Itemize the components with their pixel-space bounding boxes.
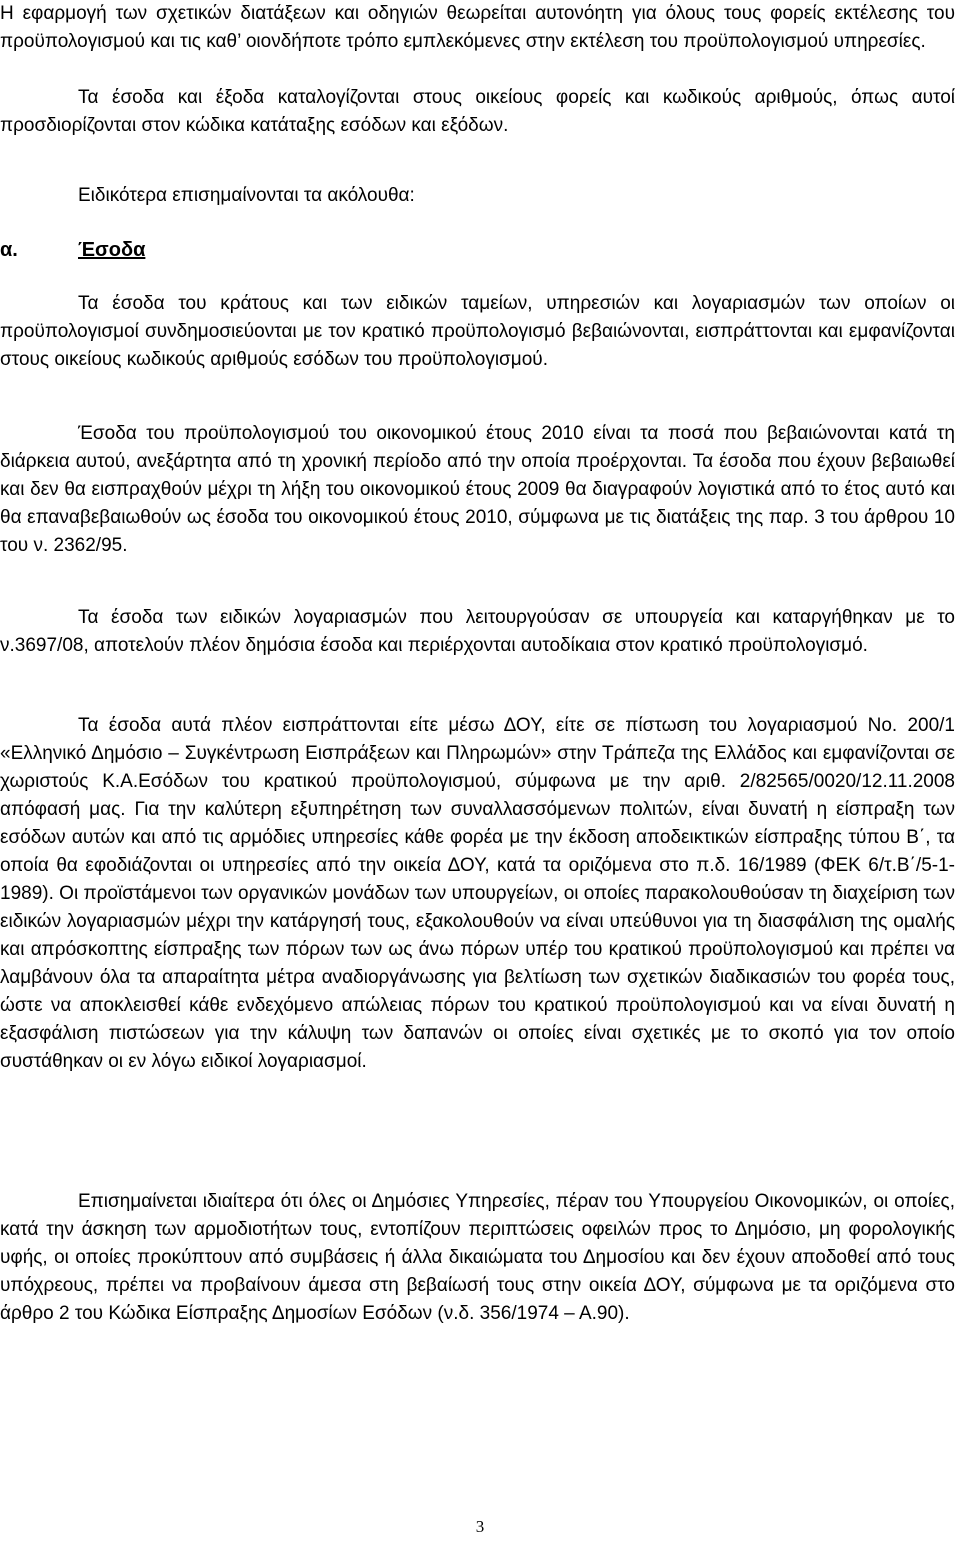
paragraph-public-services: Επισημαίνεται ιδιαίτερα ότι όλες οι Δημόσιες Υπηρεσίες, πέραν του Υπουργείου Οικονομικών, οι οποίες, κατά την άσκηση των αρμοδιοτήτων τους, εντοπίζουν περιπτώσεις οφειλών προς το Δημόσιο, μη φορολογικής υφής, οι οποίες προκύπτουν από συμβάσεις ή άλλα δικαιώματα του Δημοσίου και δεν έχουν αποδοθεί από τους υπόχρεους, πρέπει να προβαίνουν άμεσα στη βεβαίωσή τους στην οικεία ΔΟΥ, σύμφωνα με τα οριζόμενα στο άρθρο 2 του Κώδικα Είσπραξης Δημοσίων Εσόδων (ν.δ. 356/1974 – Α.90). <box>0 1191 955 1324</box>
paragraph-special-accounts: Τα έσοδα των ειδικών λογαριασμών που λειτουργούσαν σε υπουργεία και καταργήθηκαν με το ν.3697/08, αποτελούν πλέον δημόσια έσοδα και περιέρχονται αυτοδίκαια στον κρατικό προϋπολογισμό. <box>0 607 955 656</box>
section-number: α. <box>0 239 18 261</box>
paragraph-state-revenue: Τα έσοδα του κράτους και των ειδικών ταμείων, υπηρεσιών και λογαριασμών των οποίων οι προϋπολογισμοί συνδημοσιεύονται με τον κρατικό προϋπολογισμό βεβαιώνονται, εισπράττονται και εμφανίζονται στους οικείους κωδικούς αριθμούς εσόδων του προϋπολογισμού. <box>0 293 955 370</box>
paragraph-revenue-2010 <box>0 420 955 560</box>
paragraph-revenue-2010-part1: Έσοδα του προϋπολογισμού του οικονομικού έτους 2010 είναι τα ποσά που βεβαιώνονται κατά τη διάρκεια αυτού, ανεξάρτητα από τη χρονική περίοδο από την οποία προέρχονται. <box>0 423 955 472</box>
paragraph-revenue-2010-part2: Τα έσοδα που έχουν βεβαιωθεί και δεν θα εισπραχθούν μέχρι τη λήξη του οικονομικού έτους 2009 θα διαγραφούν λογιστικά από το έτος αυτό και θα επαναβεβαιωθούν ως έσοδα του οικονομικού έτους 2010, σύμφωνα με τις διατάξεις της παρ. 3 του άρθρου 10 του ν. 2362/95. <box>0 451 956 556</box>
paragraph-specifics: Ειδικότερα επισημαίνονται τα ακόλουθα: <box>78 185 415 206</box>
paragraph-intro: Η εφαρμογή των σχετικών διατάξεων και οδηγιών θεωρείται αυτονόητη για όλους τους φορείς εκτέλεσης του προϋπολογισμού και τις καθ’ οιονδήποτε τρόπο εμπλεκόμενες στην εκτέλεση του προϋπολογισμού υπηρεσίες. <box>0 3 955 52</box>
page-number: 3 <box>475 1517 485 1536</box>
paragraph-income-expense-allocation: Τα έσοδα και έξοδα καταλογίζονται στους οικείους φορείς και κωδικούς αριθμούς, όπως αυτοί προσδιορίζονται στον κώδικα κατάταξης εσόδων και εξόδων. <box>0 87 955 136</box>
paragraph-collection-methods: Τα έσοδα αυτά πλέον εισπράττονται είτε μέσω ΔΟΥ, είτε σε πίστωση του λογαριασμού Νο. 200/1 «Ελληνικό Δημόσιο – Συγκέντρωση Εισπράξεων και Πληρωμών» στην Τράπεζα της Ελλάδος και εμφανίζονται σε χωριστούς Κ.Α.Εσόδων του κρατικού προϋπολογισμού, σύμφωνα με την αριθ. 2/82565/0020/12.11.2008 απόφασή μας. Για την καλύτερη εξυπηρέτηση των συναλλασσόμενων πολιτών, είναι δυνατή η είσπραξη των εσόδων αυτών και από τις αρμόδιες υπηρεσίες κάθε φορέα με την έκδοση αποδεικτικών είσπραξης τύπου Β΄, τα οποία θα εφοδιάζονται οι υπηρεσίες από την οικεία ΔΟΥ, κατά τα οριζόμενα στο π.δ. 16/1989 (ΦΕΚ 6/τ.Β΄/5-1-1989). Οι προϊστάμενοι των οργανικών μονάδων των υπουργείων, οι οποίες παρακολουθούσαν τη διαχείριση των ειδικών λογαριασμών μέχρι την κατάργησή τους, εξακολουθούν να είναι υπεύθυνοι για τη διασφάλιση της ομαλής και απρόσκοπτης είσπραξης των πόρων των ως άνω πόρων υπέρ του κρατικού προϋπολογισμού και πρέπει να λαμβάνουν όλα τα απαραίτητα μέτρα αναδιοργάνωσης για βελτίωση των σχετικών διαδικασιών του φορέα τους, ώστε να αποκλεισθεί κάθε ενδεχόμενο απώλειας πόρων του κρατικού προϋπολογισμού και να είναι δυνατή η εξασφάλιση πιστώσεων για την κάλυψη των δαπανών οι οποίες είναι σχετικές με το σκοπό για τον οποίο συστάθηκαν οι εν λόγω ειδικοί λογαριασμοί. <box>0 715 955 1072</box>
section-title: Έσοδα <box>78 239 146 261</box>
section-heading <box>0 236 145 264</box>
